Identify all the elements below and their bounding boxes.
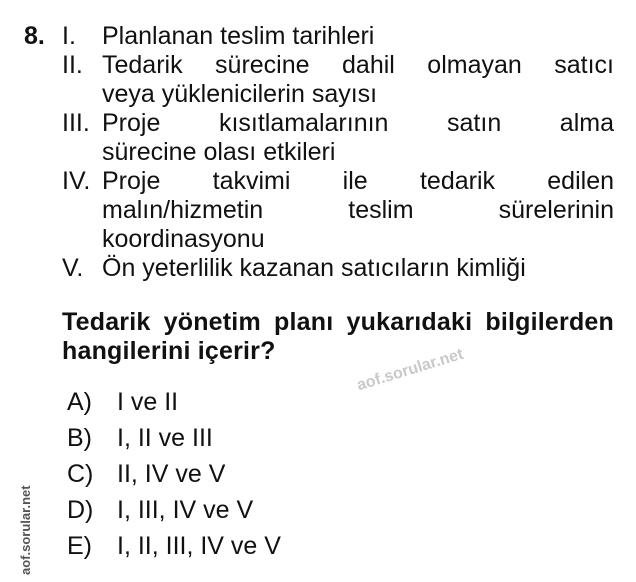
statement-text [102, 51, 614, 109]
option-a[interactable] [67, 388, 281, 424]
option-c[interactable] [67, 460, 281, 496]
question-prompt [62, 308, 614, 366]
option-text: I, II, III, IV ve V [117, 532, 281, 560]
statement-numeral: III. [62, 109, 90, 137]
statement-item [62, 254, 614, 283]
statement-numeral: V. [62, 254, 84, 282]
statement-list [62, 22, 614, 283]
statement-numeral: II. [62, 51, 83, 79]
statement-text [102, 22, 614, 51]
option-letter: A) [67, 388, 92, 416]
prompt-line: hangilerini içerir? [62, 337, 276, 365]
option-letter: E) [67, 532, 92, 560]
option-letter: D) [67, 496, 94, 524]
statement-line: sürecine olası etkileri [102, 138, 336, 166]
statement-line: Ön yeterlilik kazanan satıcıların kimliği [102, 254, 526, 282]
statement-text [102, 167, 614, 254]
statement-text [102, 254, 614, 283]
statement-line: veya yüklenicilerin sayısı [102, 80, 378, 108]
option-d[interactable] [67, 496, 281, 532]
question-number: 8. [24, 22, 45, 50]
statement-text [102, 109, 614, 167]
center-watermark: aof.sorular.net [355, 345, 466, 395]
statement-item [62, 167, 614, 254]
statement-numeral: I. [62, 22, 76, 50]
option-text: I, III, IV ve V [117, 496, 254, 524]
option-text: II, IV ve V [117, 460, 226, 488]
statement-numeral: IV. [62, 167, 91, 195]
statement-item [62, 51, 614, 109]
statement-line: Proje kısıtlamalarının satın alma [102, 109, 614, 137]
option-text: I, II ve III [117, 424, 213, 452]
statement-line: koordinasyonu [102, 225, 265, 253]
statement-line: Planlanan teslim tarihleri [102, 22, 375, 50]
statement-line: Proje takvimi ile tedarik edilen [102, 167, 614, 195]
statement-item [62, 22, 614, 51]
option-text: I ve II [117, 388, 179, 416]
option-letter: B) [67, 424, 92, 452]
statement-line: Tedarik sürecine dahil olmayan satıcı [102, 51, 614, 79]
option-letter: C) [67, 460, 94, 488]
prompt-line: Tedarik yönetim planı yukarıdaki bilgilerden [62, 308, 614, 336]
option-e[interactable] [67, 532, 281, 568]
statement-line: malın/hizmetin teslim sürelerinin [102, 196, 614, 224]
option-b[interactable] [67, 424, 281, 460]
statement-item [62, 109, 614, 167]
answer-options [67, 388, 281, 568]
side-watermark: aof.sorular.net [18, 485, 33, 575]
